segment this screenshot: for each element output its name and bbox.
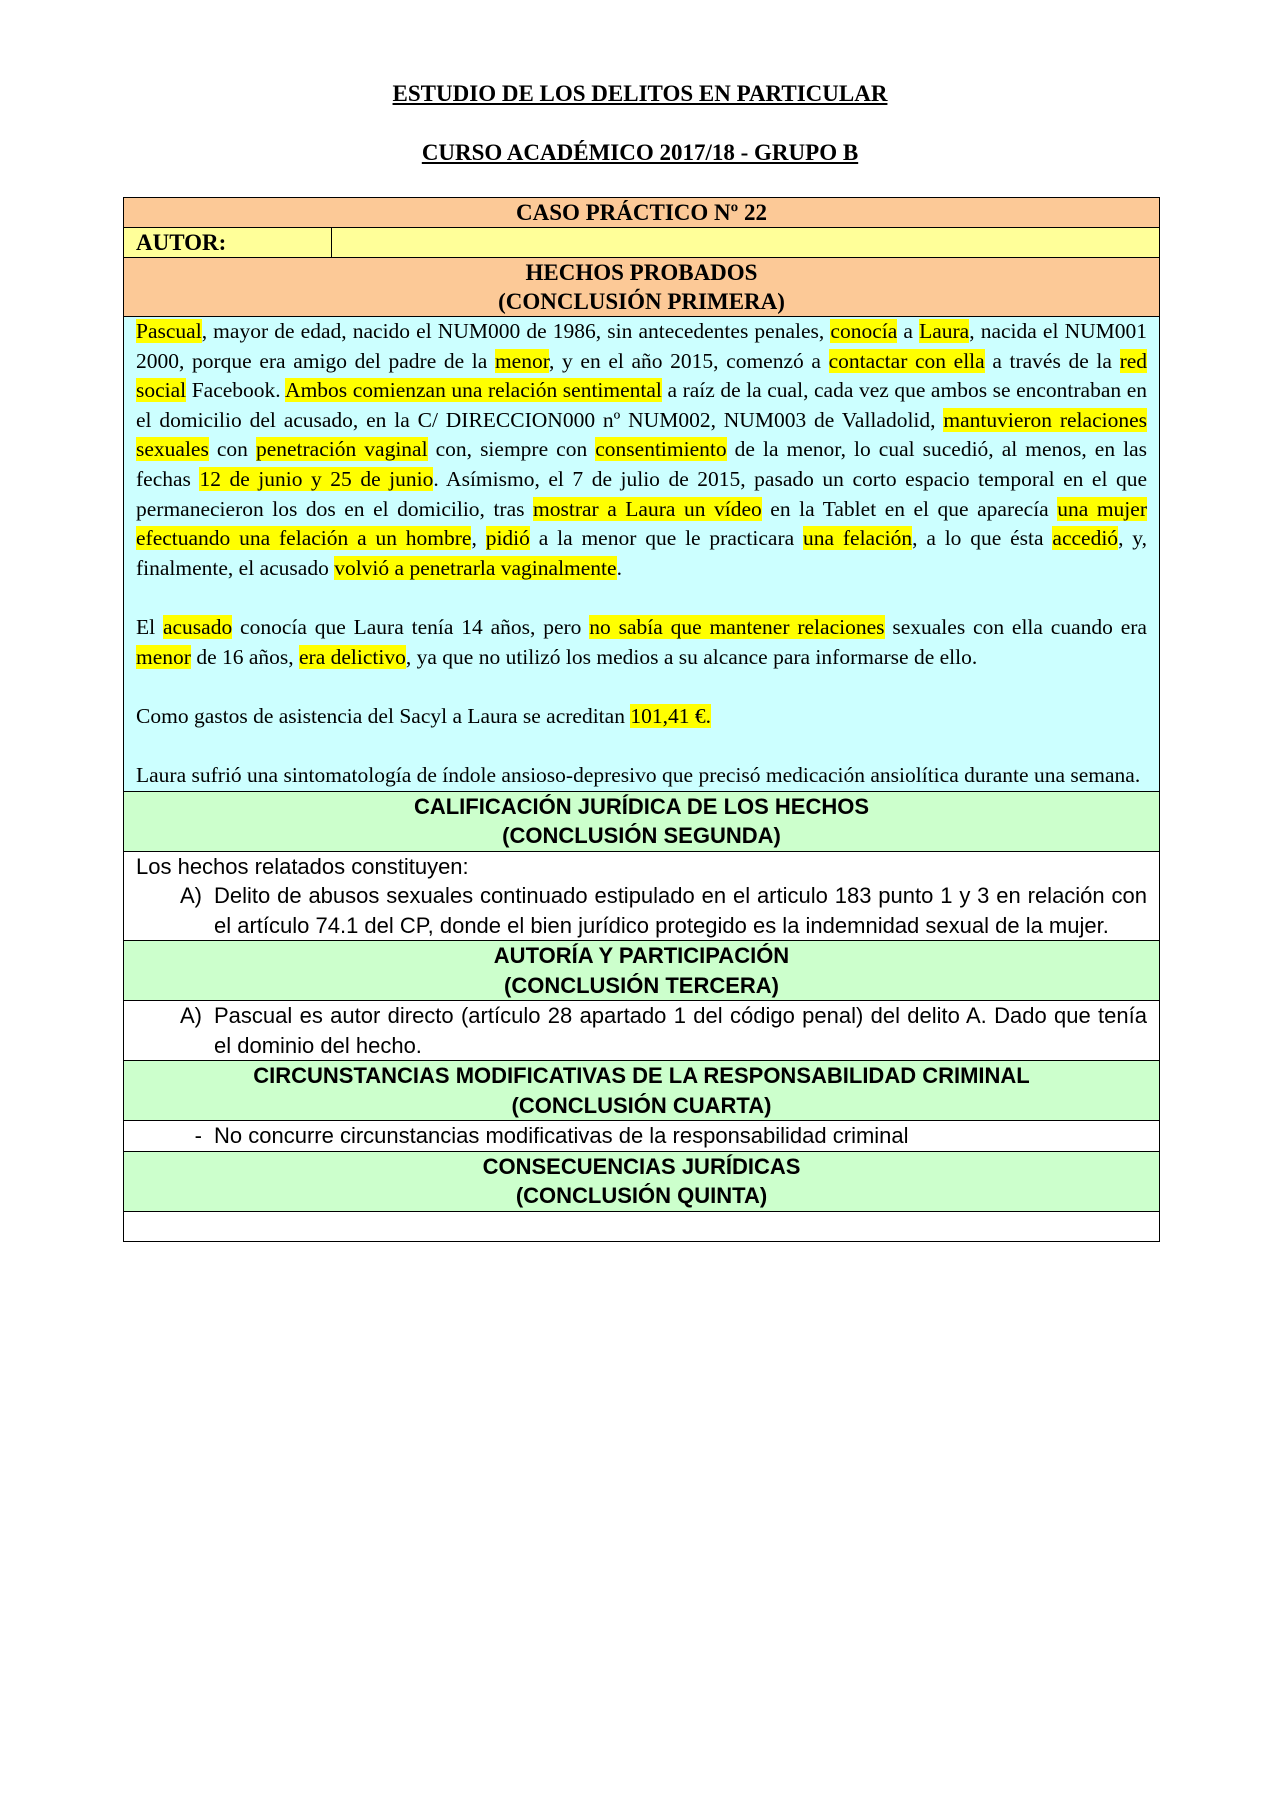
text-run: , nacida el NUM001 2000, porque era amigo del padre de la bbox=[136, 319, 1147, 373]
hechos-paragraph-4 bbox=[136, 761, 1147, 791]
highlighted-text: Pascual bbox=[136, 319, 202, 343]
list-marker: - bbox=[194, 1123, 202, 1148]
highlighted-text: 101,41 €. bbox=[630, 703, 711, 728]
autoria-heading-title: AUTORÍA Y PARTICIPACIÓN bbox=[493, 943, 790, 968]
consecuencias-heading bbox=[124, 1151, 1160, 1211]
hechos-body bbox=[124, 317, 1160, 792]
highlighted-text: una felación bbox=[803, 526, 913, 551]
list-item-text: Delito de abusos sexuales continuado estipulado en el articulo 183 punto 1 y 3 en relación con el artículo 74.1 del CP, donde el bien jurídico protegido es la indemnidad sexual de la mujer. bbox=[214, 883, 1147, 938]
case-table bbox=[123, 197, 1160, 1242]
highlighted-text: no sabía que mantener relaciones bbox=[589, 614, 885, 639]
text-run: en la Tablet en el que aparecía bbox=[761, 496, 1058, 521]
highlighted-text: red social bbox=[136, 348, 1148, 403]
text-run: , y, finalmente, el acusado bbox=[136, 526, 1147, 580]
highlighted-text: menor bbox=[494, 348, 550, 373]
circunstancias-heading-title: CIRCUNSTANCIAS MODIFICATIVAS DE LA RESPONSABILIDAD CRIMINAL bbox=[253, 1063, 1030, 1088]
text-run: con bbox=[208, 437, 256, 462]
text-run: , a lo que ésta bbox=[912, 526, 1053, 551]
highlighted-text: mantuvieron relaciones sexuales bbox=[136, 407, 1148, 462]
text-run: , y en el año 2015, comenzó a bbox=[549, 348, 829, 373]
text-run: a bbox=[897, 319, 920, 343]
highlighted-text: consentimiento bbox=[595, 437, 727, 462]
circunstancias-heading-subtitle: (CONCLUSIÓN CUARTA) bbox=[511, 1092, 772, 1118]
list-marker: A) bbox=[180, 1003, 202, 1028]
autoria-body bbox=[124, 1001, 1160, 1061]
text-run: . bbox=[616, 555, 622, 580]
list-item-text: No concurre circunstancias modificativas de la responsabilidad criminal bbox=[214, 1123, 909, 1148]
hechos-paragraph-3 bbox=[136, 702, 1147, 732]
consecuencias-heading-title: CONSECUENCIAS JURÍDICAS bbox=[482, 1153, 801, 1179]
calificacion-item bbox=[136, 881, 1147, 940]
text-run: a la menor que le practicara bbox=[529, 526, 803, 551]
text-run: de la menor, lo cual sucedió, al menos, en las fechas bbox=[136, 437, 1148, 491]
consecuencias-body[interactable] bbox=[124, 1211, 1160, 1241]
text-run: Como gastos de asistencia del Sacyl a Laura se acreditan bbox=[136, 703, 631, 728]
calificacion-body bbox=[124, 851, 1160, 941]
text-run: El bbox=[136, 614, 163, 639]
list-item-text: Pascual es autor directo (artículo 28 apartado 1 del código penal) del delito A. Dado que tenía el dominio del hecho. bbox=[214, 1003, 1147, 1058]
highlighted-text: volvió a penetrarla vaginalmente bbox=[334, 555, 617, 580]
highlighted-text: accedió bbox=[1052, 526, 1119, 551]
author-label: AUTOR: bbox=[124, 228, 332, 258]
autoria-heading-subtitle: (CONCLUSIÓN TERCERA) bbox=[504, 972, 779, 998]
highlighted-text: menor bbox=[136, 644, 191, 669]
author-field[interactable] bbox=[332, 228, 1160, 258]
text-run: , ya que no utilizó los medios a su alcance para informarse de ello. bbox=[405, 644, 978, 669]
consecuencias-heading-subtitle: (CONCLUSIÓN QUINTA) bbox=[515, 1183, 768, 1208]
hechos-paragraph-2 bbox=[136, 613, 1147, 672]
text-run: , bbox=[471, 526, 486, 551]
calificacion-intro: Los hechos relatados constituyen: bbox=[136, 853, 469, 879]
text-run: con, siempre con bbox=[427, 437, 596, 462]
highlighted-text: una mujer efectuando una felación a un hombre bbox=[136, 496, 1147, 551]
highlighted-text: contactar con ella bbox=[828, 348, 985, 373]
document-title: ESTUDIO DE LOS DELITOS EN PARTICULAR bbox=[392, 81, 888, 106]
list-marker: A) bbox=[180, 883, 202, 908]
calificacion-heading bbox=[124, 791, 1160, 851]
autoria-item bbox=[136, 1001, 1147, 1060]
hechos-heading-title: HECHOS PROBADOS bbox=[525, 260, 758, 285]
highlighted-text: penetración vaginal bbox=[255, 437, 428, 462]
highlighted-text: era delictivo bbox=[299, 644, 406, 669]
calificacion-heading-subtitle: (CONCLUSIÓN SEGUNDA) bbox=[502, 823, 781, 848]
highlighted-text: conocía bbox=[830, 319, 898, 343]
text-run: sexuales con ella cuando era bbox=[884, 614, 1147, 639]
autoria-heading bbox=[124, 941, 1160, 1001]
calificacion-heading-title: CALIFICACIÓN JURÍDICA DE LOS HECHOS bbox=[413, 793, 870, 819]
highlighted-text: mostrar a Laura un vídeo bbox=[533, 496, 762, 521]
text-run: . Asímismo, el 7 de julio de 2015, pasado un corto espacio temporal en el que permanecieron los dos en el domicilio, tras bbox=[136, 466, 1147, 521]
document-subtitle: CURSO ACADÉMICO 2017/18 - GRUPO B bbox=[421, 140, 859, 165]
highlighted-text: Ambos comienzan una relación sentimental bbox=[285, 378, 662, 403]
text-run: Laura sufrió una sintomatología de índole ansioso-depresivo que precisó medicación ansiolítica durante una semana. bbox=[136, 762, 1141, 787]
circunstancias-item bbox=[136, 1121, 1147, 1151]
text-run: a través de la bbox=[984, 348, 1120, 373]
hechos-paragraph-1 bbox=[136, 317, 1147, 583]
circunstancias-heading bbox=[124, 1061, 1160, 1121]
text-run: de 16 años, bbox=[190, 644, 300, 669]
highlighted-text: pidió bbox=[485, 526, 530, 551]
text-run: , mayor de edad, nacido el NUM000 de 1986, sin antecedentes penales, bbox=[201, 319, 831, 343]
highlighted-text: Laura bbox=[919, 319, 970, 343]
text-run: conocía que Laura tenía 14 años, pero bbox=[232, 614, 590, 639]
highlighted-text: 12 de junio y 25 de junio bbox=[199, 466, 434, 491]
case-title: CASO PRÁCTICO Nº 22 bbox=[124, 198, 1160, 228]
highlighted-text: acusado bbox=[162, 614, 233, 639]
text-run: Facebook. bbox=[186, 378, 286, 403]
circunstancias-body bbox=[124, 1121, 1160, 1152]
hechos-heading-subtitle: (CONCLUSIÓN PRIMERA) bbox=[498, 289, 785, 314]
hechos-heading bbox=[124, 258, 1160, 317]
text-run: a raíz de la cual, cada vez que ambos se encontraban en el domicilio del acusado, en la C/ DIRECCION000 nº NUM002, NUM003 de Valladolid, bbox=[136, 378, 1147, 432]
